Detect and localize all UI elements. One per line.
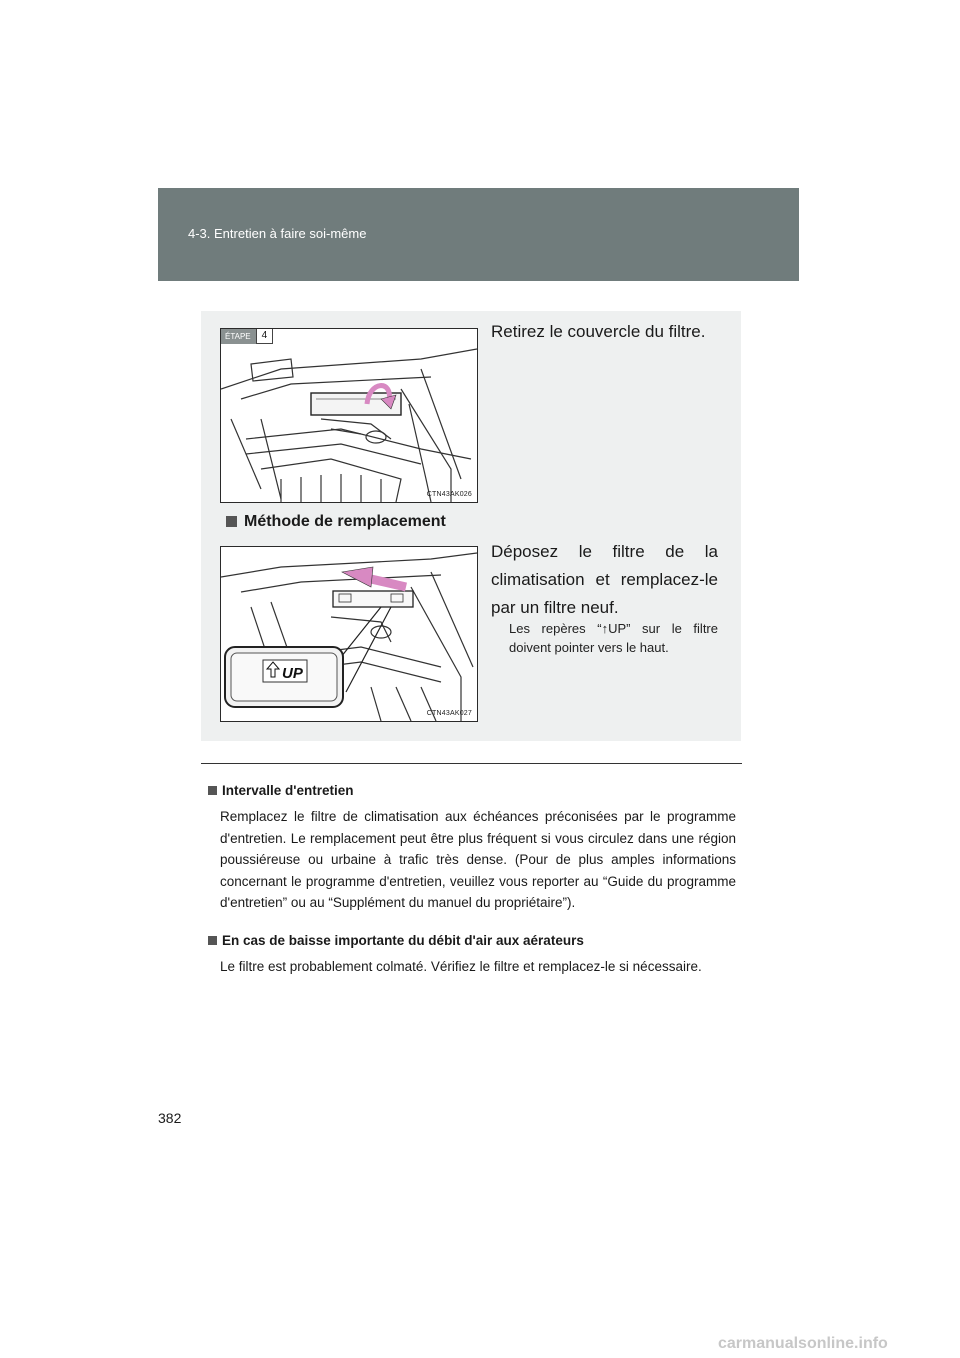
figure-remove-cover: [220, 328, 478, 503]
square-bullet-icon: [208, 936, 217, 945]
square-bullet-icon: [208, 786, 217, 795]
replacement-instruction: Déposez le filtre de la climatisation et remplacez-le par un filtre neuf.: [491, 542, 718, 617]
glovebox-illustration: [221, 329, 477, 502]
note-text-airflow: Le filtre est probablement colmaté. Vérifiez le filtre et remplacez-le si nécessaire.: [220, 959, 702, 974]
section-title: 4-3. Entretien à faire soi-même: [188, 226, 367, 241]
note-heading-airflow: En cas de baisse importante du débit d'air aux aérateurs: [208, 933, 584, 948]
replacement-note: Les repères “↑UP” sur le filtre doivent pointer vers le haut.: [509, 621, 718, 655]
step-badge: [221, 329, 273, 344]
section-divider: [201, 763, 742, 764]
replacement-heading: Méthode de remplacement: [226, 513, 446, 531]
figure-code: CTN43AK027: [426, 710, 472, 717]
note-heading-interval: Intervalle d'entretien: [208, 783, 354, 798]
up-mark-label: UP: [282, 665, 303, 682]
page-number: 382: [158, 1110, 182, 1126]
watermark: carmanualsonline.info: [718, 1335, 888, 1352]
note-text-interval: Remplacez le filtre de climatisation aux échéances préconisées par le programme d'entretien. Le remplacement peut être plus fréquent si vous circulez dans une région poussiéreuse ou urbaine à trafic très dense. (Pour de plus amples informations concernant le programme d'entretien, veuillez vous reporter au “Guide du programme d'entretien” ou au “Supplément du manuel du propriétaire”).: [220, 809, 736, 910]
step-badge-label: ÉTAPE: [221, 329, 256, 344]
step-badge-number: 4: [256, 329, 274, 344]
filter-illustration: [221, 547, 477, 721]
square-bullet-icon: [226, 516, 237, 527]
figure-replace-filter: [220, 546, 478, 722]
step-instruction: Retirez le couvercle du filtre.: [491, 322, 706, 341]
figure-code: CTN43AK026: [426, 491, 472, 498]
